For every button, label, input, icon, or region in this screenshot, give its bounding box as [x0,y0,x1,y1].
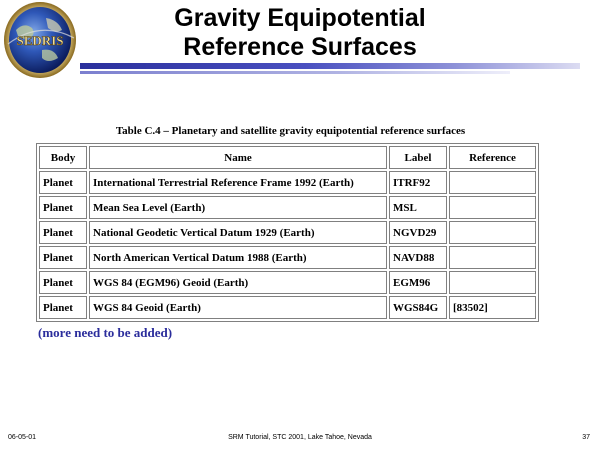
cell-label: NAVD88 [389,246,447,269]
table-row [39,171,536,194]
cell-body: Planet [39,196,87,219]
cell-reference [449,221,536,244]
table-caption: Table C.4 – Planetary and satellite gravity equipotential reference surfaces [115,125,466,137]
cell-label: EGM96 [389,271,447,294]
table-header-row [39,146,536,169]
title-line-1: Gravity Equipotential [174,4,426,32]
cell-name: WGS 84 Geoid (Earth) [89,296,387,319]
cell-name: Mean Sea Level (Earth) [89,196,387,219]
cell-reference: [83502] [449,296,536,319]
header-label: Label [389,146,447,169]
title-line-2: Reference Surfaces [183,33,417,61]
table-row [39,196,536,219]
header-name: Name [89,146,387,169]
table-row [39,271,536,294]
table-row [39,246,536,269]
cell-name: North American Vertical Datum 1988 (Earth) [89,246,387,269]
sedris-logo [2,0,78,80]
cell-name: International Terrestrial Reference Frame 1992 (Earth) [89,171,387,194]
cell-label: WGS84G [389,296,447,319]
title-underline [80,63,580,69]
cell-body: Planet [39,296,87,319]
cell-reference [449,271,536,294]
cell-label: NGVD29 [389,221,447,244]
slide-title [100,4,500,62]
table-row [39,296,536,319]
reference-surfaces-table [36,143,539,322]
cell-body: Planet [39,246,87,269]
page-number: 37 [582,434,590,441]
cell-label: ITRF92 [389,171,447,194]
cell-body: Planet [39,171,87,194]
header-body: Body [39,146,87,169]
footer-date: 06-05-01 [8,434,37,441]
cell-label: MSL [389,196,447,219]
more-to-add-note: (more need to be added) [38,325,173,340]
cell-name: National Geodetic Vertical Datum 1929 (Earth) [89,221,387,244]
cell-body: Planet [39,271,87,294]
table-row [39,221,536,244]
cell-body: Planet [39,221,87,244]
logo-text: SEDRIS [16,33,64,48]
cell-reference [449,171,536,194]
cell-reference [449,246,536,269]
header-reference: Reference [449,146,536,169]
footer-center-text: SRM Tutorial, STC 2001, Lake Tahoe, Nevada [228,434,372,441]
cell-reference [449,196,536,219]
title-underline-accent [80,71,510,74]
cell-name: WGS 84 (EGM96) Geoid (Earth) [89,271,387,294]
